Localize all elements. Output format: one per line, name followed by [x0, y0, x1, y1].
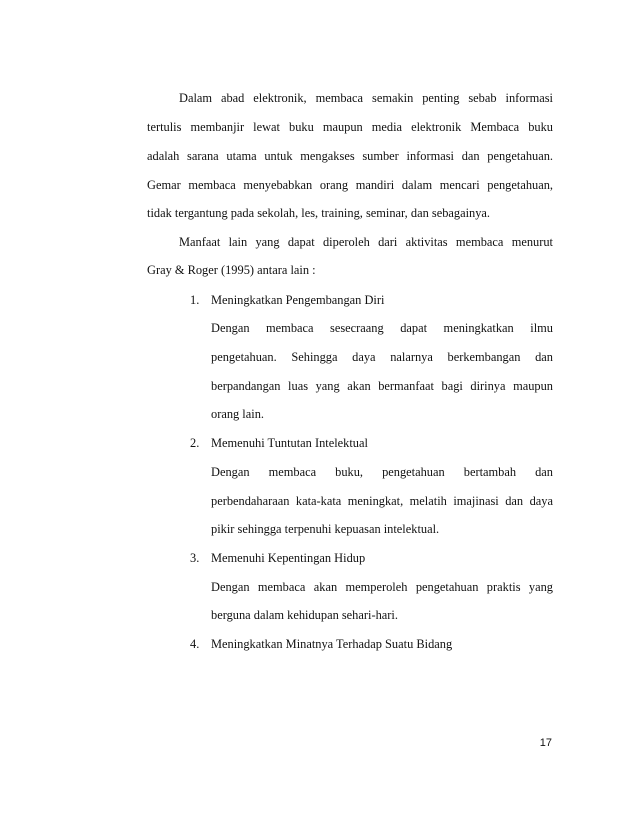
list-item-line: perbendaharaan kata-kata meningkat, melatih imajinasi dan daya — [211, 494, 553, 508]
paragraph-1-line-5: tidak tergantung pada sekolah, les, training, seminar, dan sebagainya. — [147, 206, 491, 220]
list-item-line: orang lain. — [211, 407, 264, 421]
list-item-title: Meningkatkan Minatnya Terhadap Suatu Bidang — [211, 637, 453, 651]
list-item-number: 4. — [190, 637, 200, 651]
list-item-number: 1. — [190, 293, 200, 307]
list-item-line: berpandangan luas yang akan bermanfaat bagi dirinya maupun — [211, 379, 553, 393]
paragraph-1-line-4: Gemar membaca menyebabkan orang mandiri dalam mencari pengetahuan, — [147, 178, 553, 192]
list-item-number: 2. — [190, 436, 200, 450]
list-item-line: pengetahuan. Sehingga daya nalarnya berkembangan dan — [211, 350, 553, 364]
list-item-line: pikir sehingga terpenuhi kepuasan intelektual. — [211, 522, 440, 536]
paragraph-2-line-1: Manfaat lain yang dapat diperoleh dari aktivitas membaca menurut — [179, 235, 553, 249]
paragraph-1-line-1: Dalam abad elektronik, membaca semakin penting sebab informasi — [179, 91, 553, 105]
paragraph-2-line-2: Gray & Roger (1995) antara lain : — [147, 263, 316, 277]
paragraph-1-line-3: adalah sarana utama untuk mengakses sumber informasi dan pengetahuan. — [147, 149, 553, 163]
list-item-title: Memenuhi Kepentingan Hidup — [211, 551, 366, 565]
list-item-number: 3. — [190, 551, 200, 565]
list-item-line: Dengan membaca akan memperoleh pengetahuan praktis yang — [211, 580, 553, 594]
paragraph-1-line-2: tertulis membanjir lewat buku maupun media elektronik Membaca buku — [147, 120, 553, 134]
list-item-title: Meningkatkan Pengembangan Diri — [211, 293, 385, 307]
page-number: 17 — [539, 737, 552, 749]
list-item-line: Dengan membaca sesecraang dapat meningkatkan ilmu — [211, 321, 553, 335]
list-item-line: Dengan membaca buku, pengetahuan bertambah dan — [211, 465, 553, 479]
list-item-title: Memenuhi Tuntutan Intelektual — [211, 436, 368, 450]
list-item-line: berguna dalam kehidupan sehari-hari. — [211, 608, 398, 622]
